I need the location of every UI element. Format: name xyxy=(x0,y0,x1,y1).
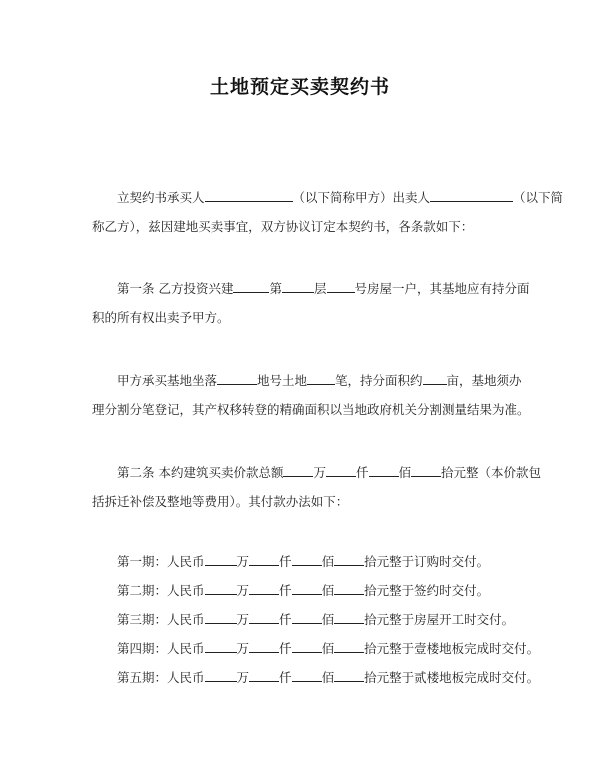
rmb-text: 人民币 xyxy=(167,554,205,569)
price-qian-blank xyxy=(326,463,356,477)
rmb-text: 人民币 xyxy=(167,612,205,627)
price-bai-blank xyxy=(369,463,399,477)
bai-text: 佰 xyxy=(321,554,335,569)
page-title: 土地预定买卖契约书 xyxy=(209,76,390,98)
amount-wan-blank xyxy=(205,610,237,624)
intro-line-1 xyxy=(92,183,564,212)
amount-shi-blank xyxy=(334,552,364,566)
payment-label: 第五期： xyxy=(117,670,168,685)
bai-text: 佰 xyxy=(321,612,335,627)
amount-qian-blank xyxy=(249,581,279,595)
amount-bai-blank xyxy=(292,581,322,595)
payment-item xyxy=(92,576,522,605)
bai-text: 佰 xyxy=(321,583,335,598)
intro-text-a: 立契约书承买人 xyxy=(117,190,205,205)
article-2-text-a: 第二条 本约建筑买卖价款总额 xyxy=(117,465,284,480)
payment-tail: 拾元整于壹楼地板完成时交付。 xyxy=(364,641,540,656)
article-1-text-c: 层 xyxy=(314,281,327,296)
floor-blank xyxy=(282,279,314,293)
land-line-2: 理分割分笔登记，其产权移转登的精确面积以当地政府机关分割测量结果为准。 xyxy=(92,402,530,417)
amount-shi-blank xyxy=(334,581,364,595)
land-paragraph xyxy=(92,366,530,424)
amount-qian-blank xyxy=(249,668,279,682)
bai-text: 佰 xyxy=(321,670,335,685)
buyer-name-blank xyxy=(205,188,293,202)
payment-label: 第二期： xyxy=(117,583,168,598)
amount-wan-blank xyxy=(205,552,237,566)
article-1-line-2: 积的所有权出卖予甲方。 xyxy=(92,310,230,325)
payment-item xyxy=(92,605,522,634)
amount-bai-blank xyxy=(292,552,322,566)
wan-text: 万 xyxy=(236,554,250,569)
rmb-text: 人民币 xyxy=(167,670,205,685)
land-line-1 xyxy=(92,366,522,395)
amount-wan-blank xyxy=(205,668,237,682)
amount-wan-blank xyxy=(205,639,237,653)
article-1-text-b: 第 xyxy=(269,281,282,296)
intro-line-2: 称乙方），兹因建地买卖事宜，双方协议订定本契约书，各条款如下： xyxy=(92,219,474,234)
article-1-text-a: 第一条 乙方投资兴建 xyxy=(117,281,234,296)
wan-text: 万 xyxy=(236,670,250,685)
amount-qian-blank xyxy=(249,552,279,566)
rmb-text: 人民币 xyxy=(167,583,205,598)
amount-bai-blank xyxy=(292,639,322,653)
price-wan-blank xyxy=(283,463,313,477)
payment-item xyxy=(92,663,540,692)
area-blank xyxy=(423,371,447,385)
location-blank xyxy=(217,371,257,385)
payment-item xyxy=(92,634,540,663)
wan-text: 万 xyxy=(236,583,250,598)
qian-text: 仟 xyxy=(279,554,292,569)
amount-qian-blank xyxy=(249,610,279,624)
article-1-text-d: 号房屋一户，其基地应有持分面 xyxy=(354,281,530,296)
bai-text: 佰 xyxy=(321,641,335,656)
unit-number-blank xyxy=(327,279,355,293)
payment-label: 第四期： xyxy=(117,641,168,656)
payment-tail: 拾元整于房屋开工时交付。 xyxy=(364,612,515,627)
article-2-text-c: 仟 xyxy=(356,465,369,480)
price-shi-blank xyxy=(411,463,441,477)
rmb-text: 人民币 xyxy=(167,641,205,656)
qian-text: 仟 xyxy=(279,612,292,627)
parcel-count-blank xyxy=(307,371,335,385)
amount-shi-blank xyxy=(334,668,364,682)
land-text-c: 笔，持分面积约 xyxy=(335,373,423,388)
land-text-b: 地号土地 xyxy=(257,373,308,388)
payment-schedule xyxy=(92,547,540,692)
article-1-paragraph xyxy=(92,274,530,332)
amount-wan-blank xyxy=(205,581,237,595)
payment-item xyxy=(92,547,522,576)
intro-text-c: （以下简 xyxy=(513,190,564,205)
payment-label: 第三期： xyxy=(117,612,168,627)
article-1-line-1 xyxy=(92,274,530,303)
building-blank xyxy=(233,279,269,293)
seller-name-blank xyxy=(430,188,513,202)
land-text-a: 甲方承买基地坐落 xyxy=(117,373,218,388)
qian-text: 仟 xyxy=(279,641,292,656)
amount-shi-blank xyxy=(334,639,364,653)
qian-text: 仟 xyxy=(279,670,292,685)
intro-paragraph xyxy=(92,183,564,241)
article-2-text-d: 佰 xyxy=(398,465,412,480)
article-2-text-b: 万 xyxy=(313,465,326,480)
amount-shi-blank xyxy=(334,610,364,624)
intro-text-b: （以下简称甲方）出卖人 xyxy=(292,190,431,205)
wan-text: 万 xyxy=(236,641,250,656)
article-2-line-1 xyxy=(92,458,542,487)
land-text-d: 亩，基地须办 xyxy=(446,373,522,388)
article-2-text-e: 拾元整（本价款包 xyxy=(441,465,542,480)
payment-label: 第一期： xyxy=(117,554,168,569)
wan-text: 万 xyxy=(236,612,250,627)
amount-qian-blank xyxy=(249,639,279,653)
payment-tail: 拾元整于贰楼地板完成时交付。 xyxy=(364,670,540,685)
qian-text: 仟 xyxy=(279,583,292,598)
amount-bai-blank xyxy=(292,610,322,624)
article-2-line-2: 括拆迁补偿及整地等费用）。其付款办法如下： xyxy=(92,494,349,509)
payment-tail: 拾元整于签约时交付。 xyxy=(364,583,490,598)
article-2-paragraph xyxy=(92,458,542,516)
amount-bai-blank xyxy=(292,668,322,682)
payment-tail: 拾元整于订购时交付。 xyxy=(364,554,490,569)
